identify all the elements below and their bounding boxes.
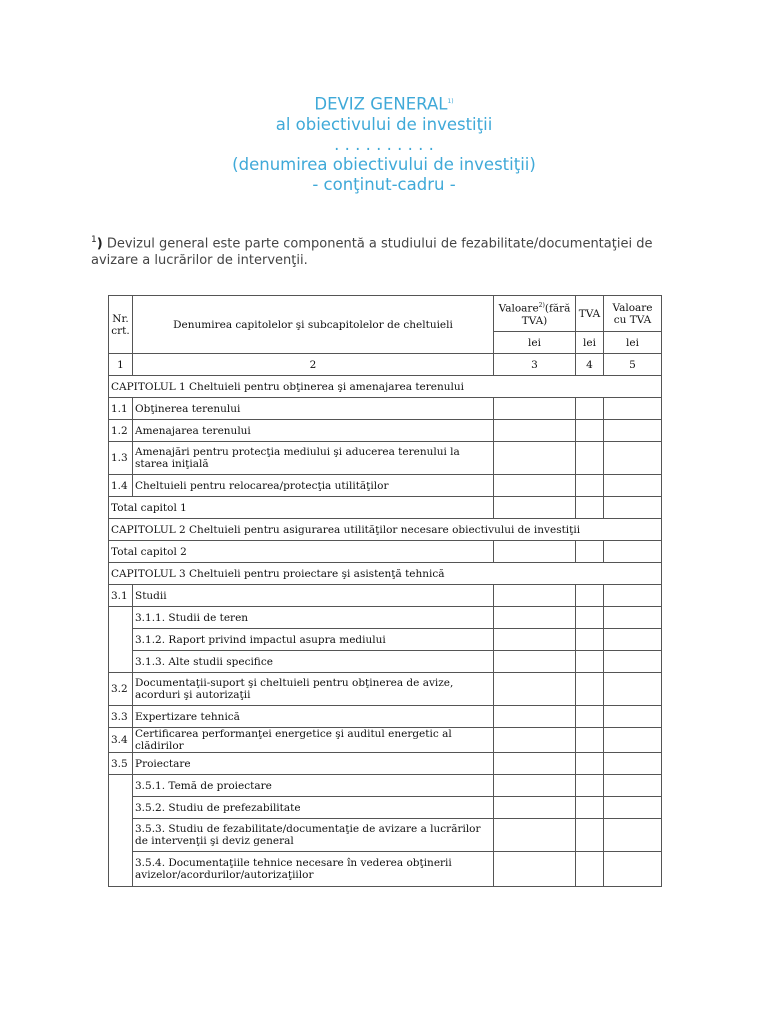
- value-cell: [494, 673, 576, 706]
- row-label: Documentaţii-suport şi cheltuieli pentru obţinerea de avize, acorduri şi autorizaţii: [133, 673, 494, 706]
- row-label: Cheltuieli pentru relocarea/protecţia utilităţilor: [133, 475, 494, 497]
- tva-cell: [576, 819, 604, 852]
- tva-cell: [576, 775, 604, 797]
- row-label: 3.5.2. Studiu de prefezabilitate: [133, 797, 494, 819]
- row-nr: 3.3: [109, 706, 133, 728]
- unit-lei: lei: [494, 332, 576, 354]
- value-tva-cell: [604, 753, 662, 775]
- header-row: [109, 296, 662, 332]
- chapter-1-title: CAPITOLUL 1 Cheltuieli pentru obţinerea şi amenajarea terenului: [109, 376, 662, 398]
- value-cell: [494, 852, 576, 887]
- table-row: [109, 585, 662, 607]
- table-row: [109, 673, 662, 706]
- col-number: 1: [109, 354, 133, 376]
- value-cell: [494, 442, 576, 475]
- row-label: Amenajarea terenului: [133, 420, 494, 442]
- tva-cell: [576, 651, 604, 673]
- value-tva-cell: [604, 706, 662, 728]
- row-label: 3.5.4. Documentaţiile tehnice necesare în vederea obţinerii avizelor/acordurilor/autorizaţiilor: [133, 852, 494, 887]
- tva-cell: [576, 442, 604, 475]
- title-footnote-ref: 1): [447, 98, 454, 105]
- tva-cell: [576, 420, 604, 442]
- value-cell: [494, 819, 576, 852]
- title-line-5: - conţinut-cadru -: [312, 174, 456, 194]
- row-nr-empty: [109, 607, 133, 673]
- tva-cell: [576, 497, 604, 519]
- tva-cell: [576, 585, 604, 607]
- header-denumire: Denumirea capitolelor şi subcapitolelor de cheltuieli: [133, 296, 494, 354]
- title-main: DEVIZ GENERAL: [314, 94, 448, 114]
- tva-cell: [576, 706, 604, 728]
- row-label: 3.1.2. Raport privind impactul asupra mediului: [133, 629, 494, 651]
- chapter-3-title: CAPITOLUL 3 Cheltuieli pentru proiectare şi asistenţă tehnică: [109, 563, 662, 585]
- title-line-1: [0, 92, 768, 115]
- row-nr: 1.3: [109, 442, 133, 475]
- row-nr: 1.2: [109, 420, 133, 442]
- value-cell: [494, 629, 576, 651]
- row-nr: 3.2: [109, 673, 133, 706]
- title-line-4: (denumirea obiectivului de investiţii): [232, 154, 536, 174]
- tva-cell: [576, 541, 604, 563]
- col-number: 2: [133, 354, 494, 376]
- tva-cell: [576, 629, 604, 651]
- numbering-row: [109, 354, 662, 376]
- table-row: [109, 442, 662, 475]
- value-cell: [494, 797, 576, 819]
- value-cell: [494, 541, 576, 563]
- table-row: [109, 753, 662, 775]
- chapter-2-title: CAPITOLUL 2 Cheltuieli pentru asigurarea utilităţilor necesare obiectivului de investiţii: [109, 519, 662, 541]
- title-line-3: . . . . . . . . . .: [334, 134, 434, 154]
- value-tva-cell: [604, 541, 662, 563]
- tva-cell: [576, 673, 604, 706]
- table-row: [109, 651, 662, 673]
- row-nr: 3.1: [109, 585, 133, 607]
- table-row: [109, 728, 662, 753]
- tva-cell: [576, 797, 604, 819]
- total-row: [109, 541, 662, 563]
- value-cell: [494, 398, 576, 420]
- footnote: [91, 232, 681, 269]
- row-label: 3.1.1. Studii de teren: [133, 607, 494, 629]
- unit-lei: lei: [604, 332, 662, 354]
- row-nr: 1.1: [109, 398, 133, 420]
- value-tva-cell: [604, 775, 662, 797]
- table-row: [109, 819, 662, 852]
- header-valoare-label: Valoare: [498, 302, 539, 315]
- row-label: Amenajări pentru protecţia mediului şi aducerea terenului la starea iniţială: [133, 442, 494, 475]
- value-tva-cell: [604, 819, 662, 852]
- table-row: [109, 629, 662, 651]
- row-label: Obţinerea terenului: [133, 398, 494, 420]
- row-label: Expertizare tehnică: [133, 706, 494, 728]
- value-cell: [494, 775, 576, 797]
- row-nr: 1.4: [109, 475, 133, 497]
- total-row: [109, 497, 662, 519]
- header-nr: Nr. crt.: [109, 296, 133, 354]
- row-label: 3.1.3. Alte studii specifice: [133, 651, 494, 673]
- chapter-row: [109, 563, 662, 585]
- value-tva-cell: [604, 629, 662, 651]
- value-tva-cell: [604, 585, 662, 607]
- tva-cell: [576, 753, 604, 775]
- value-tva-cell: [604, 475, 662, 497]
- unit-lei: lei: [576, 332, 604, 354]
- footnote-text: Devizul general este parte componentă a studiului de fezabilitate/documentaţiei de avizare a lucrărilor de intervenţii.: [91, 236, 653, 269]
- total-chapter-2: Total capitol 2: [109, 541, 494, 563]
- total-chapter-1: Total capitol 1: [109, 497, 494, 519]
- row-label: 3.5.3. Studiu de fezabilitate/documentaţie de avizare a lucrărilor de intervenţii şi deviz general: [133, 819, 494, 852]
- value-cell: [494, 651, 576, 673]
- value-cell: [494, 475, 576, 497]
- col-number: 5: [604, 354, 662, 376]
- table-row: [109, 475, 662, 497]
- value-tva-cell: [604, 398, 662, 420]
- value-cell: [494, 497, 576, 519]
- footnote-paren: ): [96, 236, 103, 252]
- row-nr: 3.5: [109, 753, 133, 775]
- tva-cell: [576, 728, 604, 753]
- value-cell: [494, 753, 576, 775]
- header-valoare-rest: (fără TVA): [521, 302, 571, 327]
- row-label: Studii: [133, 585, 494, 607]
- col-number: 3: [494, 354, 576, 376]
- deviz-table: [108, 295, 662, 887]
- table-row: [109, 852, 662, 887]
- table-row: [109, 398, 662, 420]
- value-tva-cell: [604, 420, 662, 442]
- row-label: Proiectare: [133, 753, 494, 775]
- value-cell: [494, 607, 576, 629]
- table-row: [109, 797, 662, 819]
- value-cell: [494, 585, 576, 607]
- tva-cell: [576, 398, 604, 420]
- value-tva-cell: [604, 497, 662, 519]
- value-tva-cell: [604, 442, 662, 475]
- header-valoare-tva: Valoare cu TVA: [604, 296, 662, 332]
- col-number: 4: [576, 354, 604, 376]
- row-nr-empty: [109, 775, 133, 887]
- tva-cell: [576, 852, 604, 887]
- value-tva-cell: [604, 852, 662, 887]
- tva-cell: [576, 475, 604, 497]
- header-valoare: [494, 296, 576, 332]
- value-cell: [494, 728, 576, 753]
- value-tva-cell: [604, 651, 662, 673]
- row-nr: 3.4: [109, 728, 133, 753]
- table-row: [109, 706, 662, 728]
- value-cell: [494, 706, 576, 728]
- footnote-mark: 1: [91, 235, 97, 245]
- chapter-row: [109, 519, 662, 541]
- value-tva-cell: [604, 728, 662, 753]
- value-tva-cell: [604, 673, 662, 706]
- row-label: 3.5.1. Temă de proiectare: [133, 775, 494, 797]
- value-tva-cell: [604, 797, 662, 819]
- row-label: Certificarea performanţei energetice şi auditul energetic al clădirilor: [133, 728, 494, 753]
- tva-cell: [576, 607, 604, 629]
- value-cell: [494, 420, 576, 442]
- table-row: [109, 607, 662, 629]
- table-row: [109, 420, 662, 442]
- header-tva: TVA: [576, 296, 604, 332]
- header-valoare-sup: 2): [538, 302, 545, 310]
- value-tva-cell: [604, 607, 662, 629]
- title-line-2: al obiectivului de investiţii: [275, 114, 493, 134]
- document-title: [0, 92, 768, 195]
- chapter-row: [109, 376, 662, 398]
- table-row: [109, 775, 662, 797]
